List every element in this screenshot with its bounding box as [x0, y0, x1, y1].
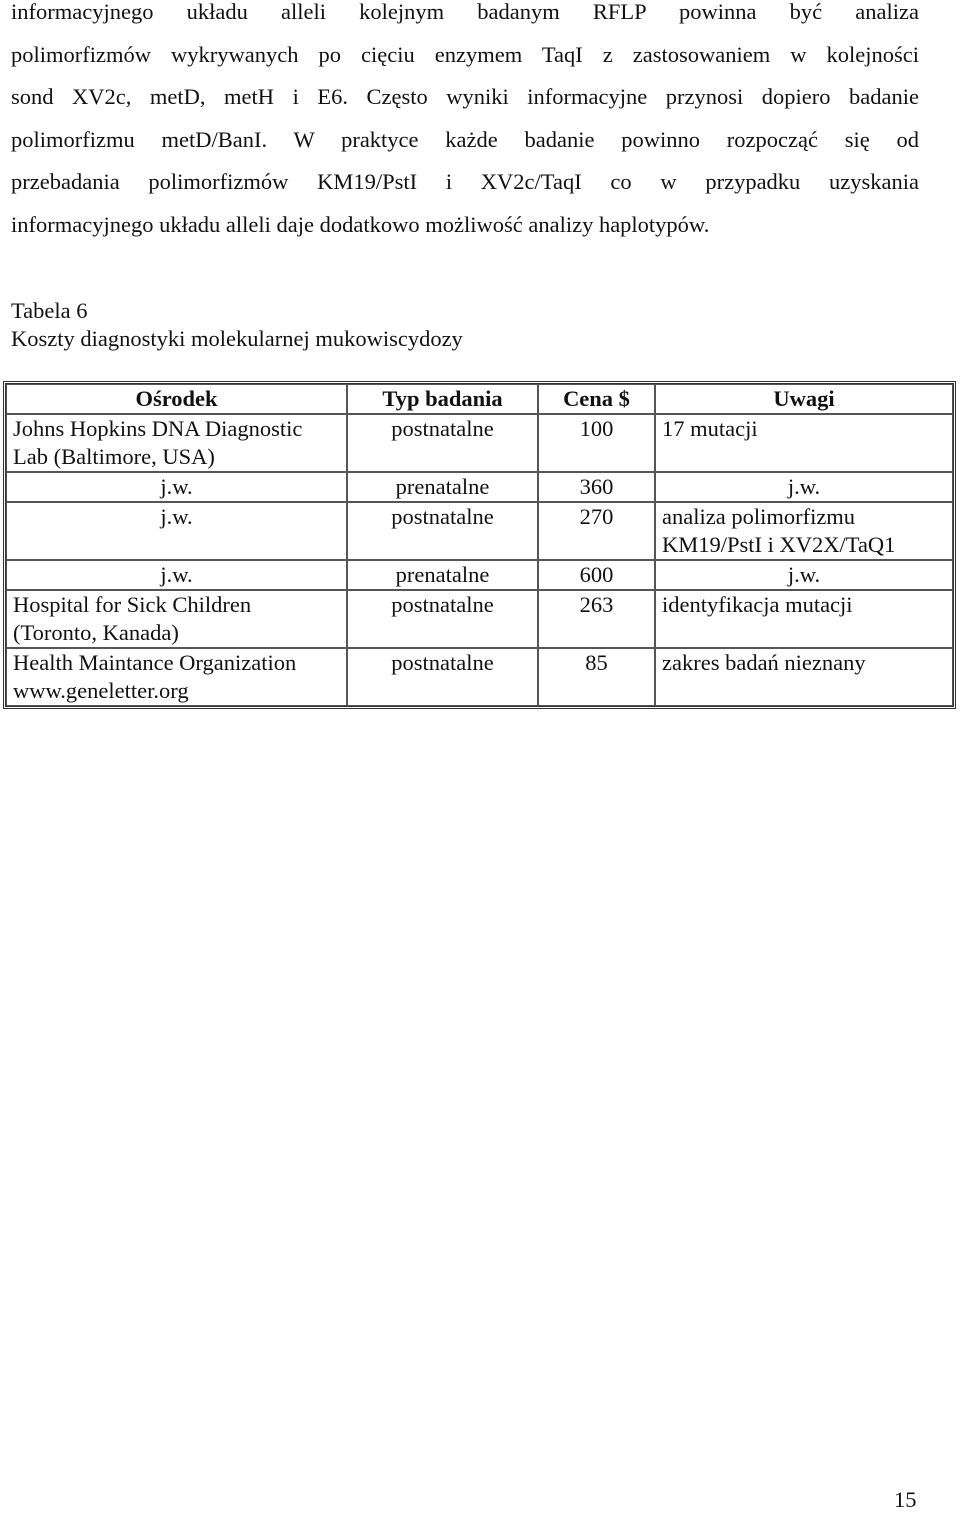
cell-test-type: postnatalne [347, 502, 538, 560]
paragraph-line: sond XV2c, metD, metH i E6. Często wyniki informacyjne przynosi dopiero badanie [11, 84, 919, 109]
cell-line: j.w. [787, 562, 821, 587]
paragraph-line: informacyjnego układu alleli daje dodatkowo możliwość analizy haplotypów. [11, 211, 710, 237]
cell-notes [655, 648, 953, 706]
cell-test-type: prenatalne [347, 560, 538, 590]
cell-notes [655, 590, 953, 648]
cell-line: Health Maintance Organization [13, 650, 297, 675]
cell-center [6, 648, 347, 706]
cell-price: 100 [538, 414, 655, 472]
table-label: Tabela 6 [11, 298, 88, 323]
cell-notes [655, 502, 953, 560]
cell-center [6, 560, 347, 590]
cell-notes [655, 414, 953, 472]
paragraph-line: przebadania polimorfizmów KM19/PstI i XV2c/TaqI co w przypadku uzyskania [11, 169, 919, 194]
header-price: Cena $ [538, 384, 655, 414]
cell-notes [655, 560, 953, 590]
cell-line: Hospital for Sick Children [13, 592, 252, 617]
cell-notes [655, 472, 953, 502]
cell-center [6, 472, 347, 502]
cell-center [6, 414, 347, 472]
cell-price: 263 [538, 590, 655, 648]
cost-table-wrapper [3, 381, 956, 709]
cell-price: 600 [538, 560, 655, 590]
header-notes: Uwagi [655, 384, 953, 414]
cell-line: j.w. [160, 562, 193, 587]
cell-price: 270 [538, 502, 655, 560]
paragraph-line: polimorfizmu metD/BanI. W praktyce każde badanie powinno rozpocząć się od [11, 126, 919, 152]
cost-table [3, 381, 956, 709]
table-title: Koszty diagnostyki molekularnej mukowiscydozy [11, 326, 463, 351]
table-header-row [6, 384, 953, 414]
table-row [6, 560, 953, 590]
cell-test-type: postnatalne [347, 590, 538, 648]
cell-test-type: postnatalne [347, 414, 538, 472]
cell-line: analiza polimorfizmu [662, 504, 856, 529]
paragraph-line: informacyjnego układu alleli kolejnym badanym RFLP powinna być analiza [11, 0, 919, 24]
page-number: 15 [894, 1487, 917, 1512]
cell-price: 360 [538, 472, 655, 502]
cell-test-type: postnatalne [347, 648, 538, 706]
cell-line: www.geneletter.org [13, 678, 189, 703]
cell-price: 85 [538, 648, 655, 706]
cell-line: zakres badań nieznany [662, 650, 866, 675]
cell-line: (Toronto, Kanada) [13, 620, 179, 645]
table-row [6, 414, 953, 472]
cell-line: Johns Hopkins DNA Diagnostic [13, 416, 303, 441]
cell-test-type: prenatalne [347, 472, 538, 502]
body-paragraph [11, 0, 919, 246]
cell-line: j.w. [160, 474, 193, 499]
cell-line: j.w. [160, 504, 193, 529]
cell-line: Lab (Baltimore, USA) [13, 444, 215, 469]
table-row [6, 502, 953, 560]
header-center: Ośrodek [6, 384, 347, 414]
cell-center [6, 502, 347, 560]
table-row [6, 648, 953, 706]
cell-line: KM19/PstI i XV2X/TaQ1 [662, 532, 896, 557]
table-row [6, 472, 953, 502]
cell-center [6, 590, 347, 648]
cell-line: j.w. [787, 474, 821, 499]
cell-line: identyfikacja mutacji [662, 592, 853, 617]
table-row [6, 590, 953, 648]
paragraph-line: polimorfizmów wykrywanych po cięciu enzymem TaqI z zastosowaniem w kolejności [11, 41, 919, 67]
table-caption [11, 297, 463, 353]
header-test-type: Typ badania [347, 384, 538, 414]
cell-line: 17 mutacji [662, 416, 758, 441]
